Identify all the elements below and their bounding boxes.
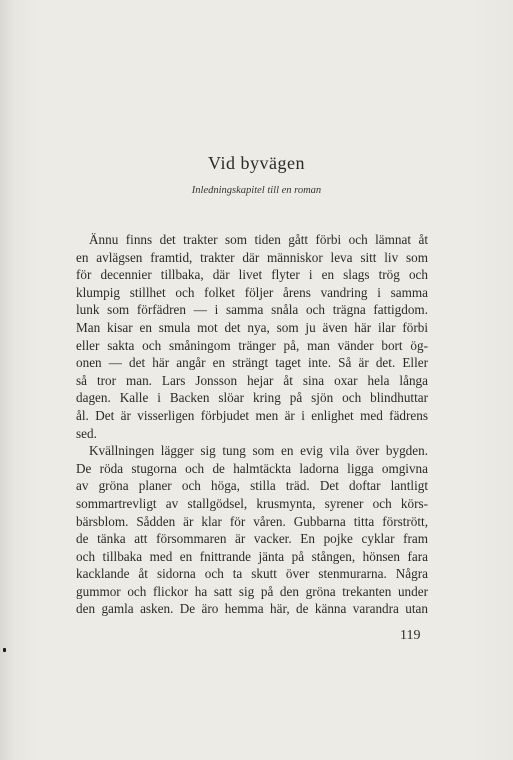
text-line: dagen. Kalle i Backen slöar kring på sjön och blindhuttar: [76, 390, 428, 406]
text-line: sommartrevligt av stallgödsel, krusmynta, syrener och körs-: [76, 495, 428, 511]
text-line: lunk som förfädren — i samma snåla och trägna fattigdom.: [76, 302, 428, 318]
text-line: eller sakta och småningom tränger på, man vänder bort ög-: [76, 337, 428, 353]
text-line: onen — det här angår en strängt taget inte. Så är det. Eller: [76, 355, 428, 371]
text-line: bärsblom. Sådden är klar för våren. Gubbarna titta förstrött,: [76, 513, 428, 529]
text-line: en avlägsen framtid, trakter där människor leva sitt liv som: [76, 249, 428, 265]
chapter-title: Vid byvägen: [208, 153, 305, 173]
text-line: och tillbaka med en fnittrande jänta på stången, hönsen fara: [76, 548, 428, 564]
text-line: så tror man. Lars Jonsson hejar åt sina oxar hela långa: [76, 372, 428, 388]
text-line: Man kisar en smula mot det nya, som ju även här ilar förbi: [76, 319, 428, 335]
text-line: sed.: [76, 425, 97, 441]
text-line: Ännu finns det trakter som tiden gått förbi och lämnat åt: [89, 232, 428, 247]
text-line: gummor och flickor ha satt sig på den gröna trekanten under: [76, 583, 428, 599]
scan-speck: [3, 648, 6, 652]
text-line: klumpig stillhet och folket följer årens vandring i samma: [76, 284, 428, 300]
text-line: kacklande åt sidorna och ta skutt över stenmurarna. Några: [76, 566, 428, 582]
text-line: ål. Det är visserligen förbjudet men är i enlighet med fädrens: [76, 407, 428, 423]
text-line: av gröna planer och höga, stilla träd. Det doftar lantligt: [76, 478, 428, 494]
text-line: Kvällningen lägger sig tung som en evig vila över bygden.: [89, 443, 428, 459]
page-number: 119: [400, 628, 421, 643]
chapter-subtitle: Inledningskapitel till en roman: [191, 185, 322, 196]
text-line: de tänka att försommaren är vacker. En pojke cyklar fram: [76, 531, 428, 547]
body-text: [76, 231, 428, 618]
text-line: den gamla asken. De äro hemma här, de känna varandra utan: [76, 601, 428, 617]
text-line: De röda stugorna och de halmtäckta ladorna ligga omgivna: [76, 460, 428, 476]
text-line: för decennier tillbaka, där livet flyter i en slags trög och: [76, 267, 428, 283]
